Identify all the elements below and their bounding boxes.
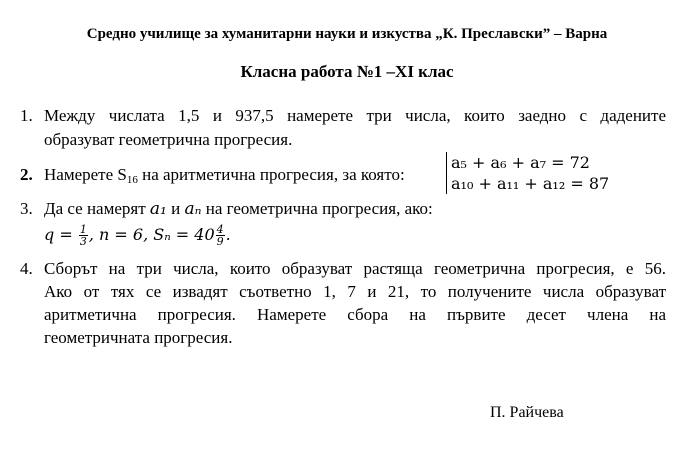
problem-3-suffix: на геометрична прогресия, ако: xyxy=(201,199,433,218)
author-signature: П. Райчева xyxy=(490,404,564,421)
fraction-one-third xyxy=(79,224,88,247)
page-title: Класна работа №1 –XI клас xyxy=(240,62,454,81)
fraction-four-ninths xyxy=(216,224,225,247)
problem-4-line-3: аритметична прогресия. Намерете сбора на първите десет члена на xyxy=(44,305,666,324)
symbol-an: aₙ xyxy=(184,199,202,219)
problem-1-line-2: образуват геометрична прогресия. xyxy=(44,130,293,149)
cond-q: q = xyxy=(44,225,73,244)
cond-end: . xyxy=(225,225,231,244)
problem-2-text xyxy=(44,165,405,186)
frac1-num: 1 xyxy=(79,223,87,236)
symbol-a1: a₁ xyxy=(149,199,167,219)
problem-1-number: 1. xyxy=(20,106,33,125)
equation-row-1: a₅ + a₆ + a₇ = 72 xyxy=(451,153,590,172)
cond-n: , n = 6, Sₙ = 40 xyxy=(88,225,215,244)
problem-2-number: 2. xyxy=(20,165,33,184)
frac2-den: 9 xyxy=(216,235,224,248)
problem-3-number: 3. xyxy=(20,199,33,218)
problem-3-line-1 xyxy=(44,199,433,219)
problem-3-prefix: Да се намерят xyxy=(44,199,150,218)
problem-4-line-1: Сборът на три числа, които образуват растяща геометрична прогресия, е 56. xyxy=(44,259,666,278)
school-name: Средно училище за хуманитарни науки и изкуства „К. Преславски” – Варна xyxy=(86,26,608,42)
frac2-num: 4 xyxy=(216,223,224,236)
problem-4-number: 4. xyxy=(20,259,33,278)
problem-4-line-2: Ако от тях се извадят съответно 1, 7 и 21, то получените числа образуват xyxy=(44,282,666,301)
problem-3-and: и xyxy=(166,199,185,218)
problem-2-sub: 16 xyxy=(126,174,138,186)
frac1-den: 3 xyxy=(79,235,87,248)
problem-4-line-4: геометричната прогресия. xyxy=(44,328,233,347)
problem-3-conditions xyxy=(44,224,231,247)
equation-system xyxy=(446,152,609,194)
problem-1-line-1: Между числата 1,5 и 937,5 намерете три числа, които заедно с дадените xyxy=(44,106,666,125)
problem-2-suffix: на аритметична прогресия, за която: xyxy=(137,165,405,184)
equation-row-2: a₁₀ + a₁₁ + a₁₂ = 87 xyxy=(451,174,610,193)
problem-2-prefix: Намерете S xyxy=(44,165,127,184)
